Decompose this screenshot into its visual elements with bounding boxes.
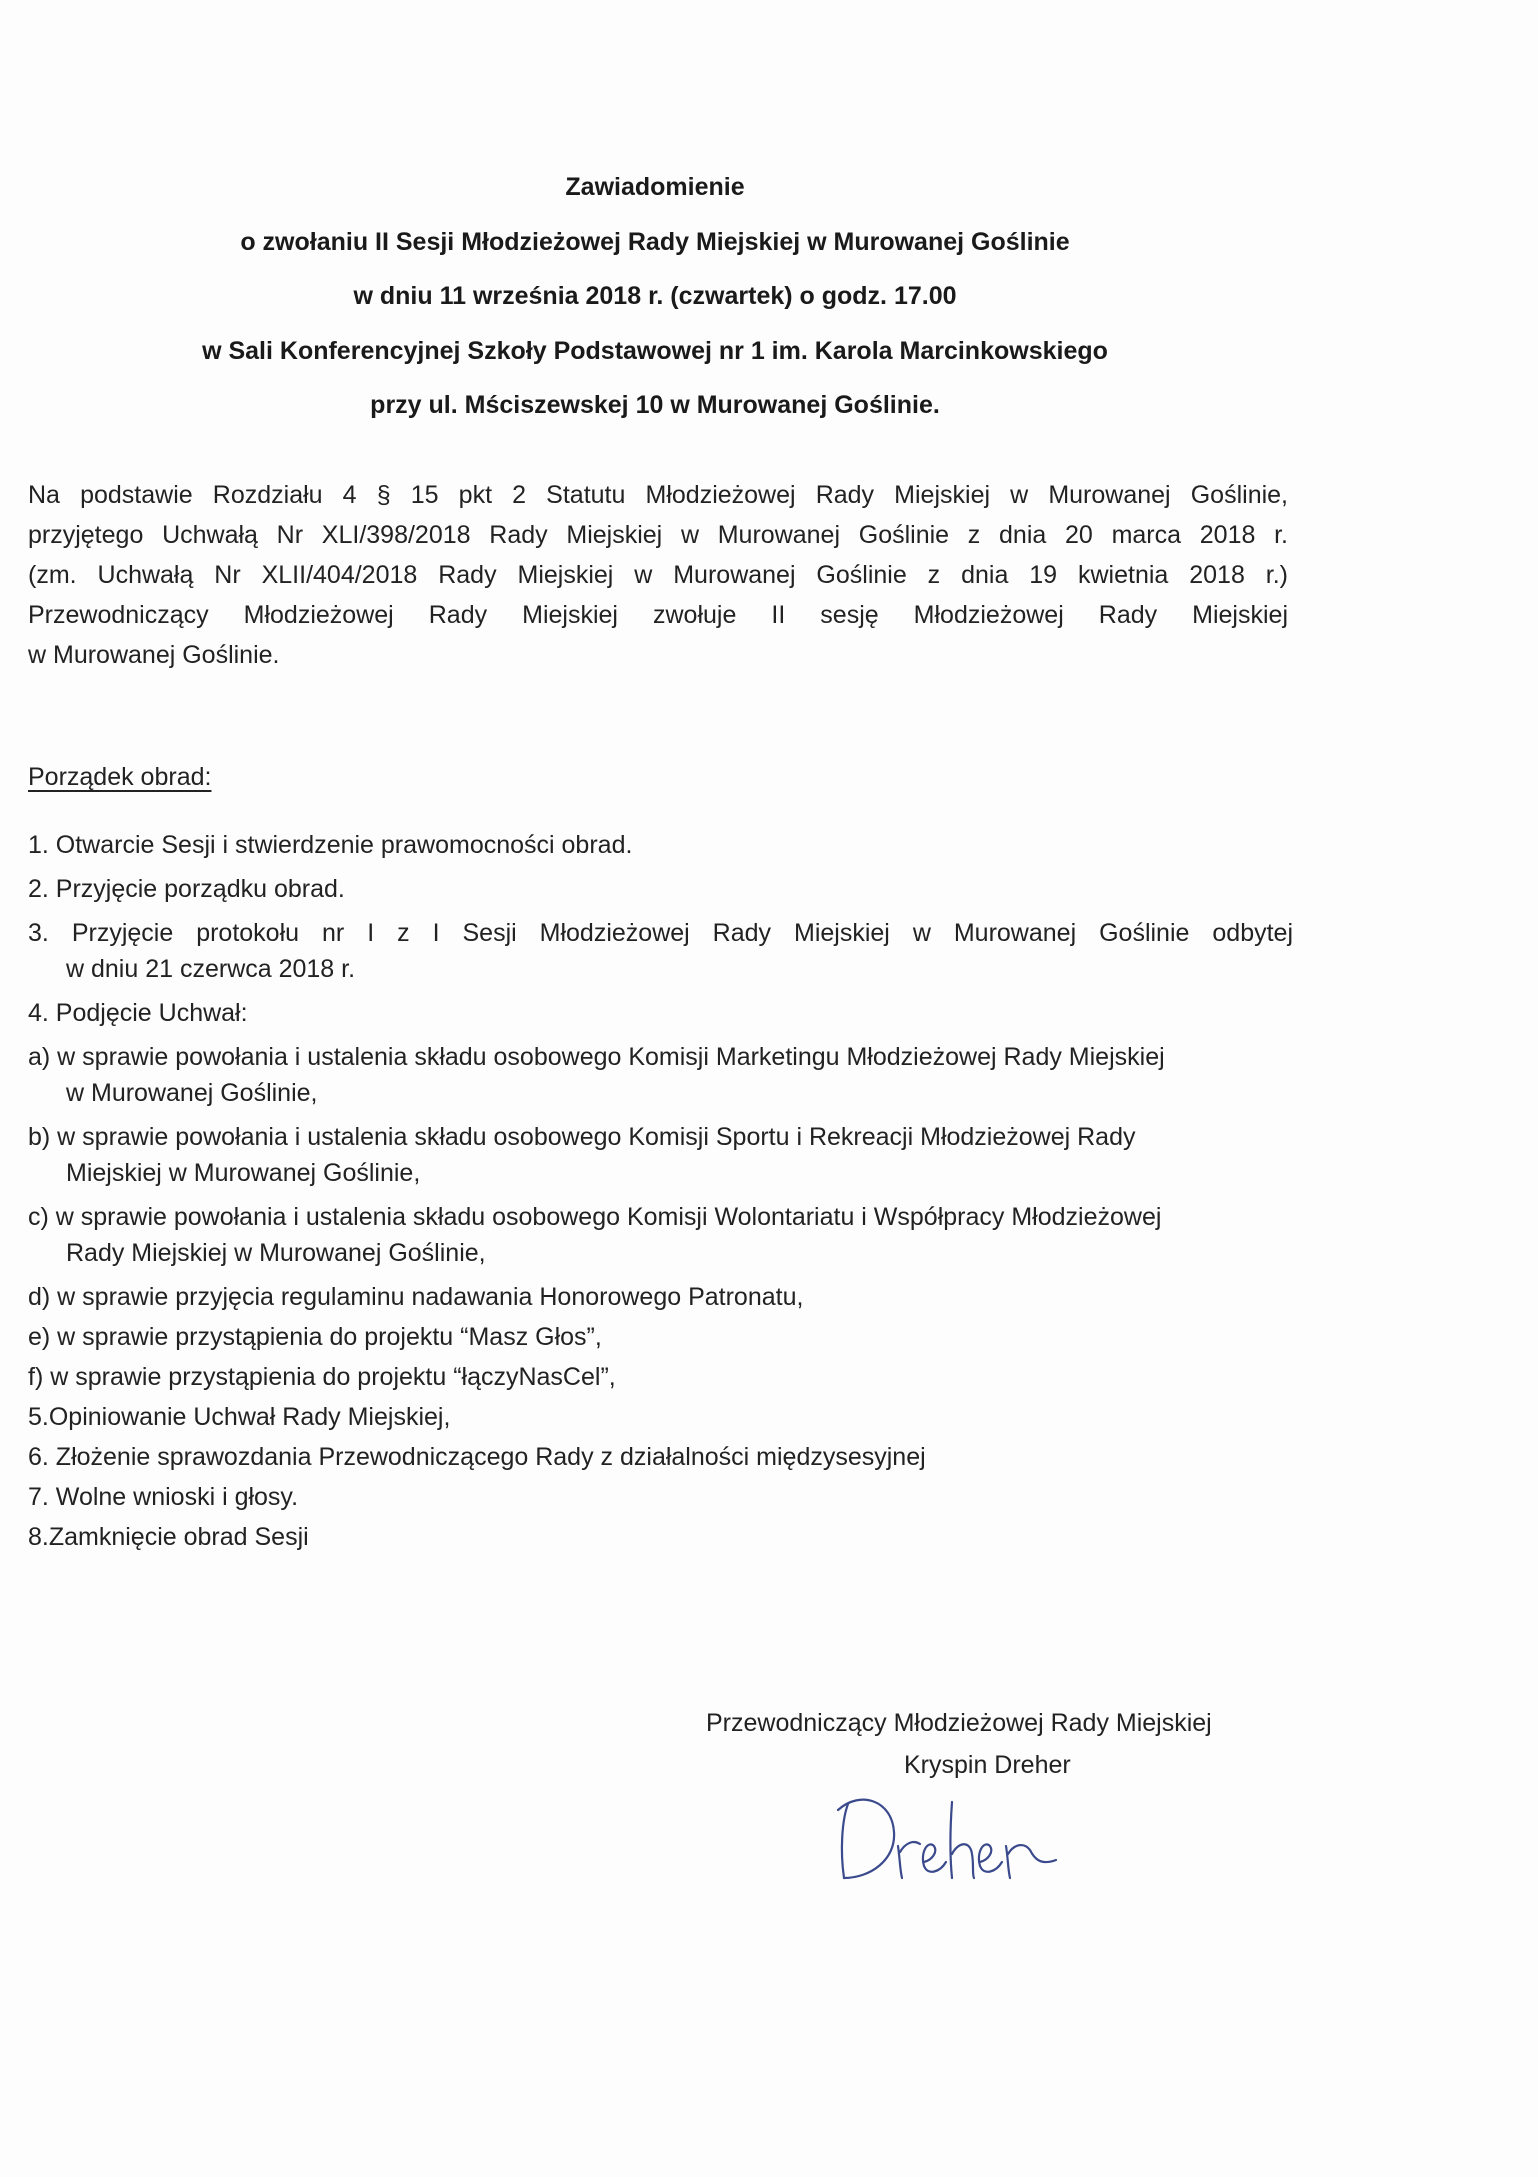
intro-line: przyjętego Uchwałą Nr XLI/398/2018 Rady Miejskiej w Murowanej Goślinie z dnia 20 marca 2018 r. — [28, 521, 1288, 549]
agenda-item-3 — [28, 913, 1293, 953]
agenda-subitem-b: b) w sprawie powołania i ustalenia składu osobowego Komisji Sportu i Rekreacji Młodzieżowej Rady — [28, 1123, 1136, 1151]
signature-strokes — [838, 1800, 1056, 1878]
intro-paragraph — [28, 475, 1288, 675]
intro-line: w Murowanej Goślinie. — [28, 641, 280, 669]
agenda-item-2: 2. Przyjęcie porządku obrad. — [28, 875, 345, 903]
agenda-subitem-f: f) w sprawie przystąpienia do projektu “łączyNasCel”, — [28, 1363, 616, 1391]
intro-line: Przewodniczący Młodzieżowej Rady Miejskiej zwołuje II sesję Młodzieżowej Rady Miejskiej — [28, 601, 1288, 629]
agenda-item-3-continuation: w dniu 21 czerwca 2018 r. — [66, 955, 356, 983]
agenda-item-3-line: 3. Przyjęcie protokołu nr I z I Sesji Młodzieżowej Rady Miejskiej w Murowanej Goślinie odbytej — [28, 919, 1293, 947]
agenda-subitem-a: a) w sprawie powołania i ustalenia składu osobowego Komisji Marketingu Młodzieżowej Rady Miejskiej — [28, 1043, 1165, 1071]
notice-title: Zawiadomienie — [565, 173, 745, 201]
notice-header — [0, 160, 1310, 433]
agenda-item-1: 1. Otwarcie Sesji i stwierdzenie prawomocności obrad. — [28, 831, 633, 859]
notice-address: przy ul. Mściszewskej 10 w Murowanej Goślinie. — [370, 391, 940, 419]
handwritten-signature — [820, 1780, 1070, 1900]
agenda-subitem-e: e) w sprawie przystąpienia do projektu “Masz Głos”, — [28, 1323, 602, 1351]
agenda-subitem-d: d) w sprawie przyjęcia regulaminu nadawania Honorowego Patronatu, — [28, 1283, 804, 1311]
signatory-name: Kryspin Dreher — [904, 1751, 1071, 1779]
notice-subject: o zwołaniu II Sesji Młodzieżowej Rady Miejskiej w Murowanej Goślinie — [240, 227, 1070, 256]
signatory-role: Przewodniczący Młodzieżowej Rady Miejskiej — [706, 1709, 1212, 1737]
agenda-item-7: 7. Wolne wnioski i głosy. — [28, 1483, 299, 1511]
agenda-item-6: 6. Złożenie sprawozdania Przewodniczącego Rady z działalności międzysesyjnej — [28, 1443, 926, 1471]
agenda-item-4: 4. Podjęcie Uchwał: — [28, 999, 248, 1027]
notice-venue: w Sali Konferencyjnej Szkoły Podstawowej nr 1 im. Karola Marcinkowskiego — [202, 336, 1108, 365]
agenda-subitem-b-continuation: Miejskiej w Murowanej Goślinie, — [66, 1159, 421, 1187]
signature-block — [706, 1702, 1266, 1786]
agenda-item-8: 8.Zamknięcie obrad Sesji — [28, 1523, 309, 1551]
agenda-subitem-c: c) w sprawie powołania i ustalenia składu osobowego Komisji Wolontariatu i Współpracy Młodzieżowej — [28, 1203, 1162, 1231]
agenda-item-5: 5.Opiniowanie Uchwał Rady Miejskiej, — [28, 1403, 451, 1431]
agenda-title: Porządek obrad: — [28, 763, 212, 791]
intro-line: Na podstawie Rozdziału 4 § 15 pkt 2 Statutu Młodzieżowej Rady Miejskiej w Murowanej Goślinie, — [28, 481, 1288, 509]
notice-date: w dniu 11 września 2018 r. (czwartek) o godz. 17.00 — [353, 282, 957, 310]
agenda-subitem-a-continuation: w Murowanej Goślinie, — [66, 1079, 318, 1107]
agenda-subitem-c-continuation: Rady Miejskiej w Murowanej Goślinie, — [66, 1239, 486, 1267]
intro-line: (zm. Uchwałą Nr XLII/404/2018 Rady Miejskiej w Murowanej Goślinie z dnia 19 kwietnia 2018 r.) — [28, 561, 1288, 589]
